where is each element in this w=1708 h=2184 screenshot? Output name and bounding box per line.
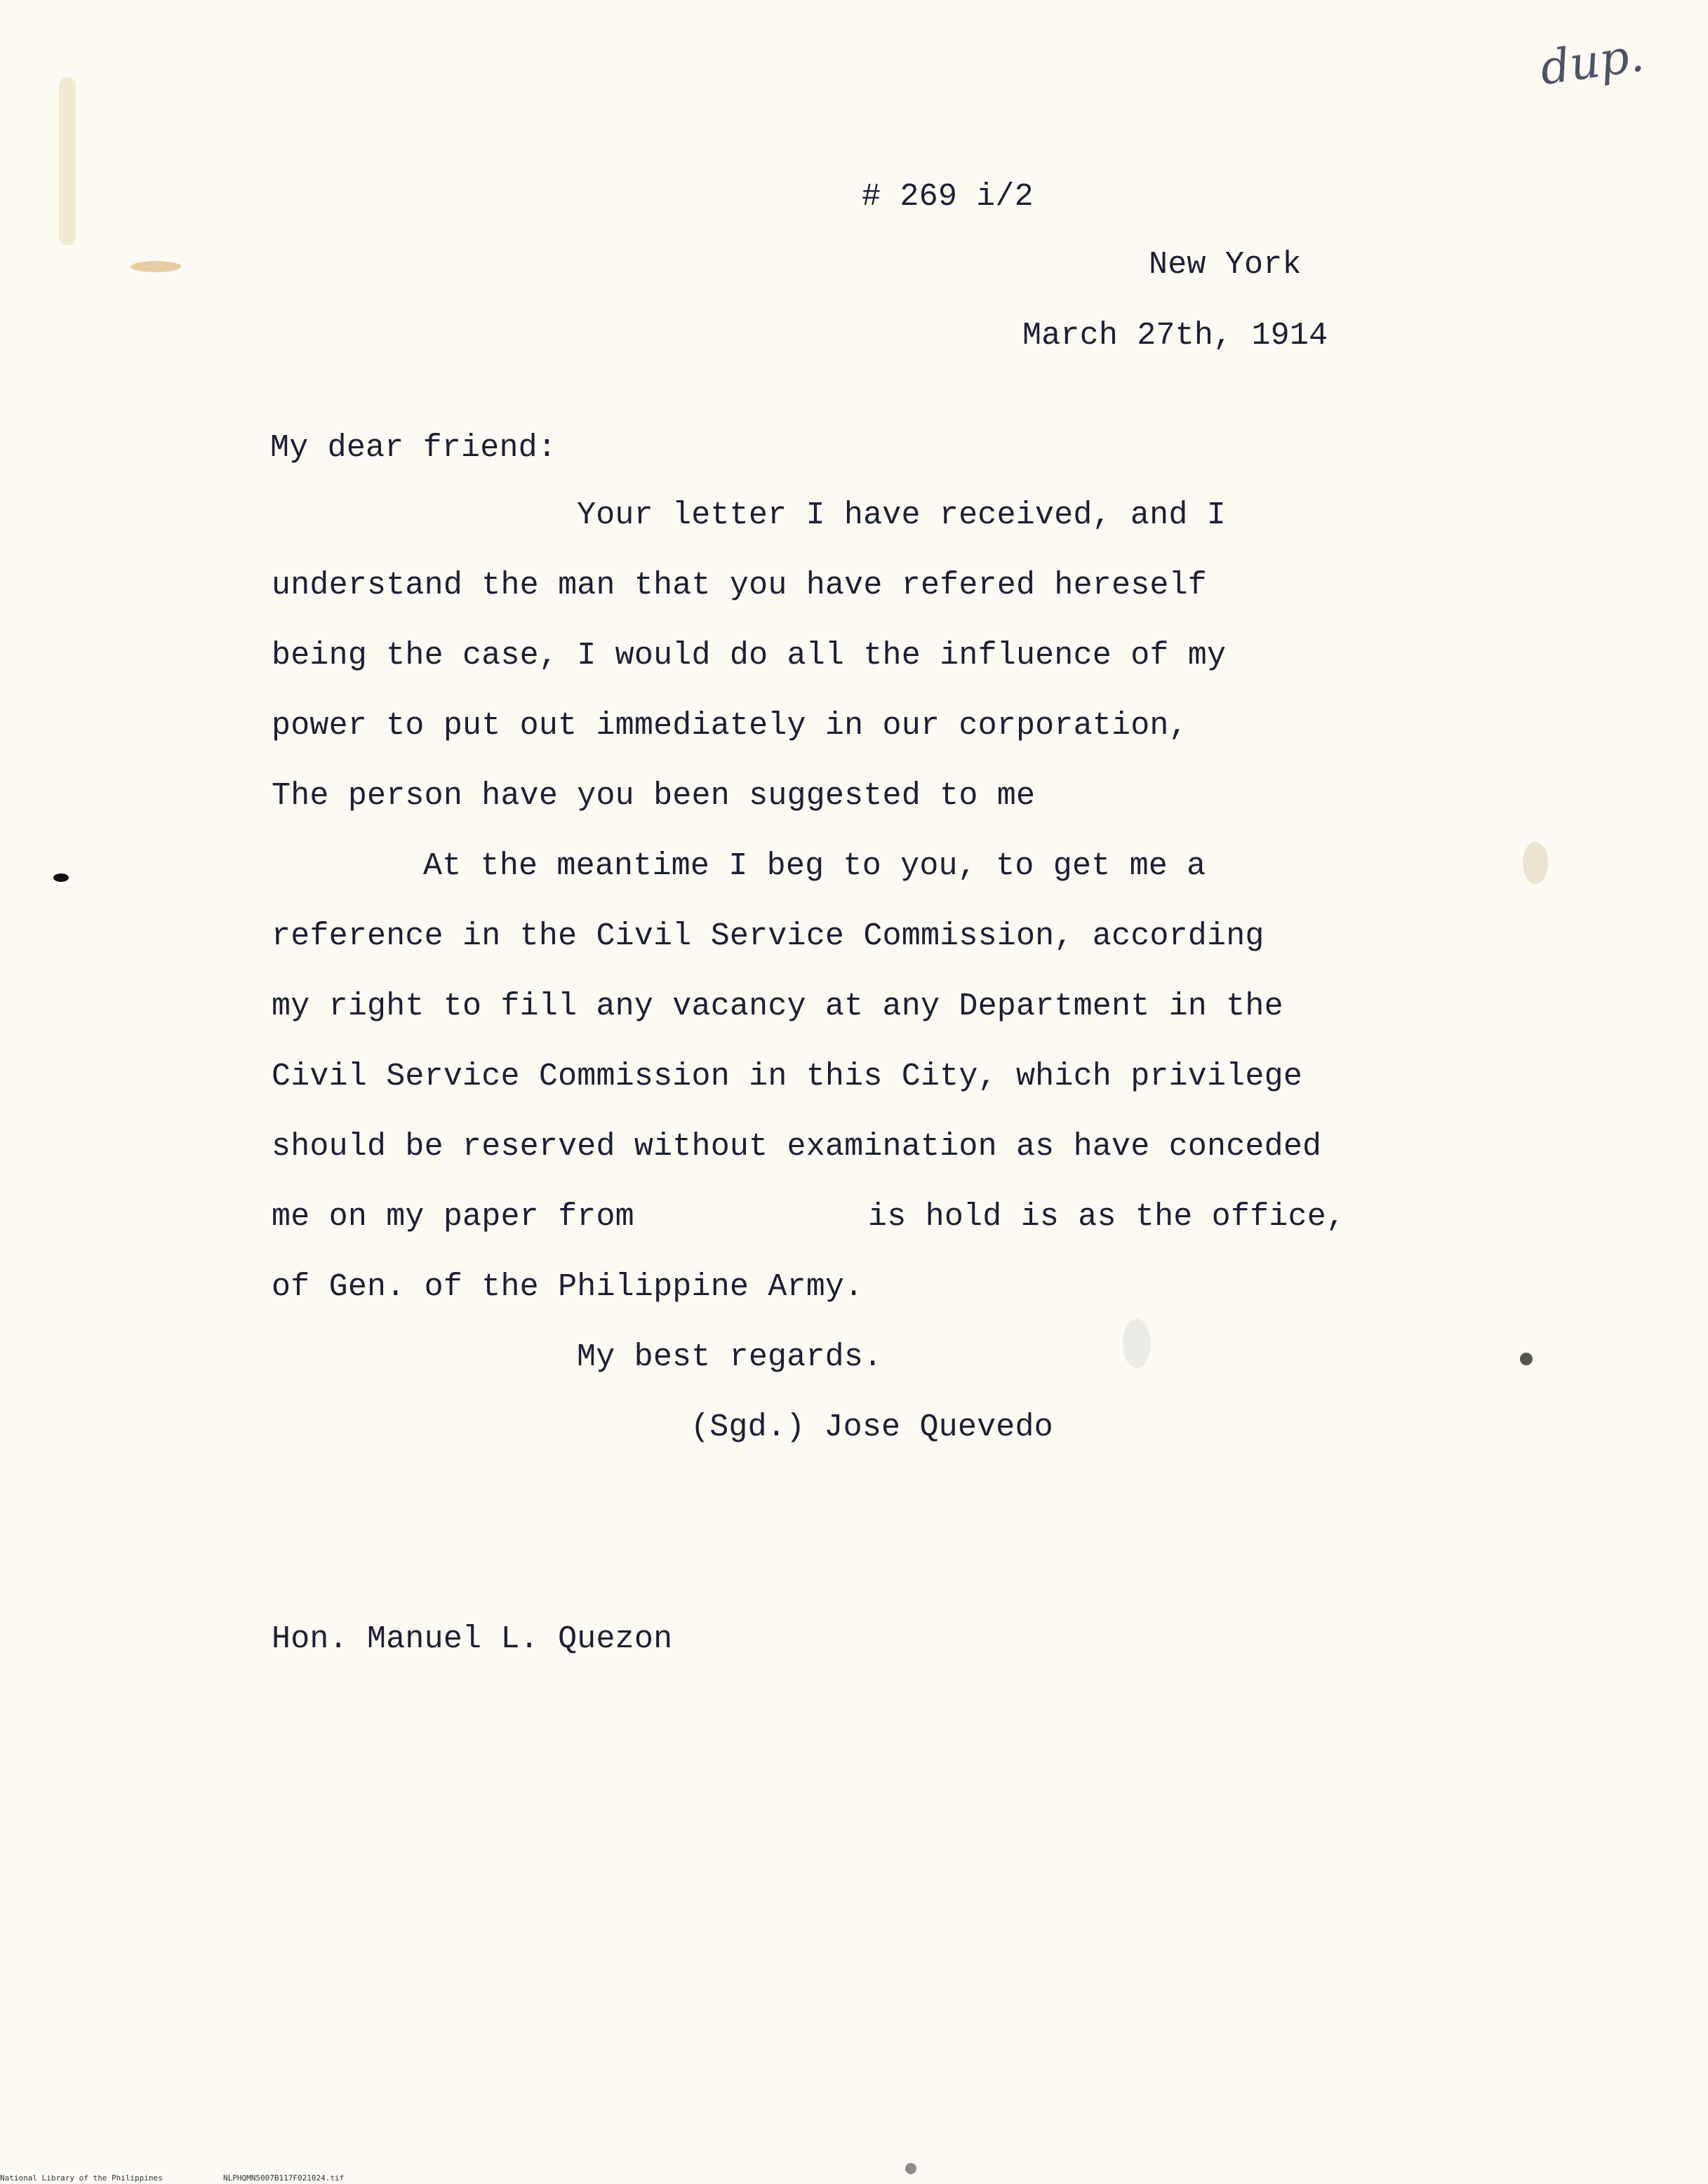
place-line: New York bbox=[1149, 247, 1302, 283]
paper-stain bbox=[1523, 842, 1548, 884]
paper-stain bbox=[905, 2163, 916, 2174]
body-line: me on my paper from bbox=[272, 1199, 634, 1235]
paper-stain bbox=[53, 873, 69, 882]
paper-stain bbox=[59, 77, 76, 246]
body-line: is hold is as the office, bbox=[868, 1199, 1346, 1235]
paper-stain bbox=[1520, 1353, 1533, 1365]
body-line: power to put out immediately in our corporation, bbox=[272, 708, 1188, 744]
paper-stain bbox=[1123, 1319, 1151, 1368]
reference-number: # 269 i/2 bbox=[862, 179, 1034, 215]
salutation: My dear friend: bbox=[270, 430, 557, 466]
paper-stain bbox=[131, 261, 181, 272]
body-line: being the case, I would do all the influence of my bbox=[272, 638, 1227, 674]
handwritten-annotation: dup. bbox=[1537, 27, 1648, 96]
footer-file-id: NLPHQMN5007B117F021024.tif bbox=[223, 2173, 345, 2183]
footer-library: National Library of the Philippines bbox=[0, 2173, 163, 2183]
body-line: At the meantime I beg to you, to get me a bbox=[423, 848, 1206, 884]
signature: (Sgd.) Jose Quevedo bbox=[690, 1409, 1053, 1445]
addressee: Hon. Manuel L. Quezon bbox=[272, 1621, 673, 1657]
body-line: reference in the Civil Service Commission, according bbox=[272, 918, 1265, 954]
body-line: Civil Service Commission in this City, which privilege bbox=[272, 1059, 1303, 1094]
body-line: my right to fill any vacancy at any Department in the bbox=[272, 989, 1283, 1024]
body-line: understand the man that you have refered hereself bbox=[272, 568, 1208, 603]
closing: My best regards. bbox=[577, 1339, 883, 1375]
body-line: of Gen. of the Philippine Army. bbox=[272, 1269, 864, 1305]
body-line: Your letter I have received, and I bbox=[577, 497, 1226, 533]
body-line: should be reserved without examination as have conceded bbox=[272, 1129, 1322, 1165]
date-line: March 27th, 1914 bbox=[1022, 318, 1328, 354]
body-line: The person have you been suggested to me bbox=[272, 778, 1036, 814]
